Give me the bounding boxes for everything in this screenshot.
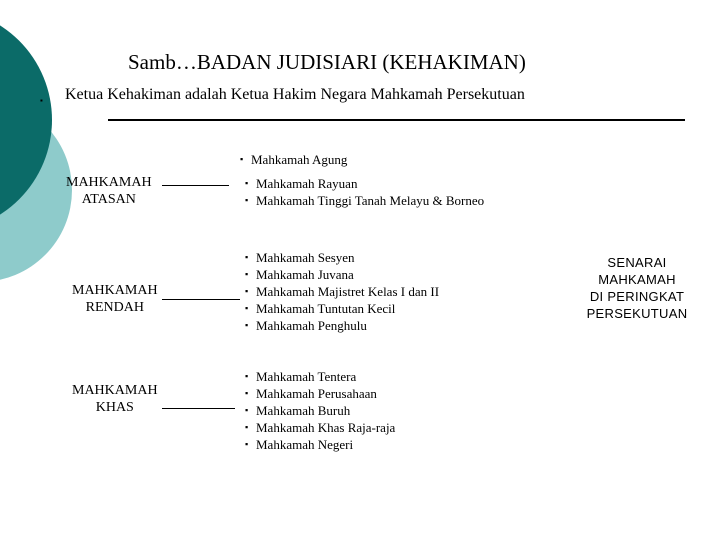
list-item: ▪ Mahkamah Juvana: [245, 266, 439, 283]
connector-line: [162, 185, 229, 186]
category-label: KHAS: [95, 400, 134, 415]
connector-line: [162, 299, 240, 300]
horizontal-rule: [108, 119, 685, 121]
category-rendah: [72, 282, 158, 316]
decorative-circles: [0, 0, 80, 290]
list-item: ▪ Mahkamah Penghulu: [245, 317, 439, 334]
connector-line: [162, 408, 235, 409]
slide-title: Samb…BADAN JUDISIARI (KEHAKIMAN): [128, 50, 526, 74]
category-atasan: [66, 174, 152, 208]
slide-subtitle: Ketua Kehakiman adalah Ketua Hakim Negara Mahkamah Persekutuan: [65, 86, 525, 103]
top-court-list: [240, 151, 347, 168]
list-item: ▪ Mahkamah Negeri: [245, 436, 395, 453]
side-label-line: PERSEKUTUAN: [586, 306, 688, 321]
list-item: ▪ Mahkamah Buruh: [245, 402, 395, 419]
list-item: ▪ Mahkamah Tentera: [245, 368, 395, 385]
list-item: ▪ Mahkamah Agung: [240, 151, 347, 168]
court-list-atasan: [245, 175, 484, 209]
category-label: MAHKAMAH: [72, 283, 158, 298]
court-list-khas: [245, 368, 395, 453]
list-item: ▪ Mahkamah Rayuan: [245, 175, 484, 192]
list-item: ▪ Mahkamah Majistret Kelas I dan II: [245, 283, 439, 300]
list-item: ▪ Mahkamah Perusahaan: [245, 385, 395, 402]
category-khas: [72, 382, 158, 416]
category-label: ATASAN: [81, 192, 136, 207]
list-item: ▪ Mahkamah Tinggi Tanah Melayu & Borneo: [245, 192, 484, 209]
court-list-rendah: [245, 249, 439, 334]
category-label: MAHKAMAH: [72, 383, 158, 398]
category-label: MAHKAMAH: [66, 175, 152, 190]
side-label-line: DI PERINGKAT: [589, 289, 685, 304]
list-item: ▪ Mahkamah Sesyen: [245, 249, 439, 266]
side-label: [583, 254, 691, 322]
list-item: ▪ Mahkamah Khas Raja-raja: [245, 419, 395, 436]
side-label-line: MAHKAMAH: [598, 272, 676, 287]
list-item: ▪ Mahkamah Tuntutan Kecil: [245, 300, 439, 317]
category-label: RENDAH: [85, 300, 144, 315]
side-label-line: SENARAI: [607, 255, 667, 270]
bullet-icon: ▪: [40, 96, 43, 105]
